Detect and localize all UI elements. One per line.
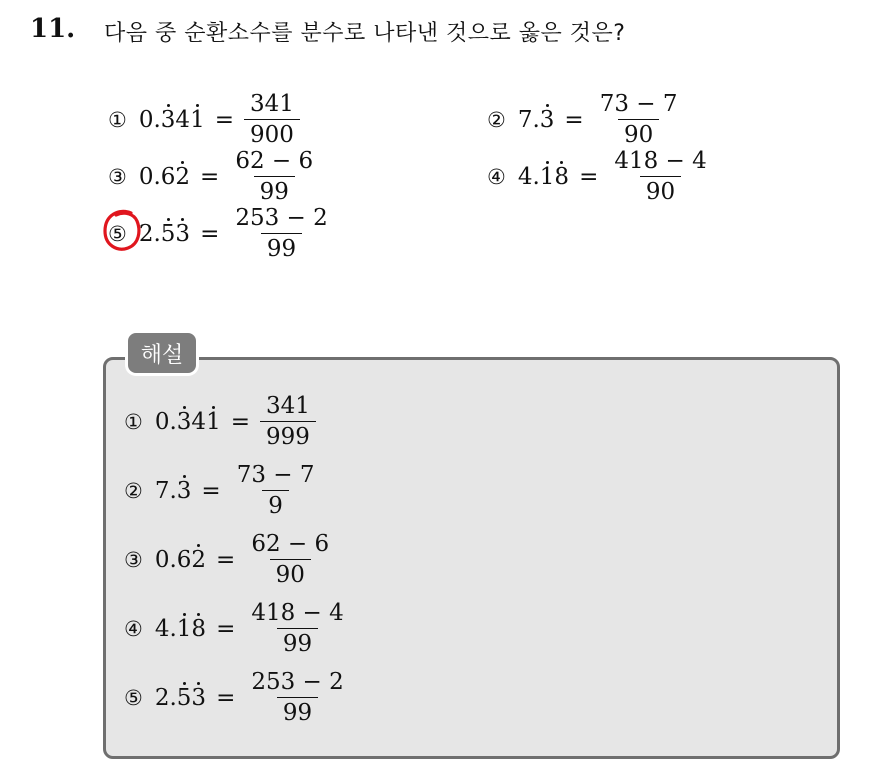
repeating-digit: 1 [539,163,555,190]
fraction [608,146,712,207]
repeating-digit: 2 [191,546,207,573]
repeating-digit: 4 [191,408,207,435]
repeating-decimal: 2.53 [154,684,207,711]
repeating-digit: 1 [206,408,221,435]
repeating-digit: 8 [191,615,207,642]
choice-mark: ⑤ [108,221,127,246]
numerator: 73 − 7 [599,91,678,117]
repeating-decimal: 7.3 [517,106,555,133]
solution-mark: ③ [124,547,143,572]
solution-mark: ② [124,478,143,503]
repeating-digit: 8 [554,163,570,190]
repeating-digit: 3 [539,106,555,133]
repeating-digit: 1 [190,106,205,133]
solution-row-2: ② 7.3 = $\frac{73 - 7}{9}$ [124,460,321,521]
repeating-decimal: 4.18 [154,615,207,642]
solution-row-4: ④ 4.18 = $\frac{418 - 4}{99}$ [124,598,350,659]
solution-mark: ① [124,409,143,434]
repeating-digit: 4 [175,106,191,133]
numerator: 418 − 4 [614,148,707,174]
choice-mark: ② [487,107,506,132]
repeating-digit: 1 [176,615,192,642]
denominator: 99 [277,697,318,728]
choice-mark: ③ [108,164,127,189]
fraction [244,89,300,150]
choice-3[interactable]: ③ 0.62 = $\frac{62 - 6}{99}$ [108,146,319,207]
repeating-decimal: 4.18 [517,163,570,190]
repeating-digit: 3 [160,106,176,133]
denominator: 90 [618,119,659,150]
numerator: 253 − 2 [251,669,344,695]
fraction [231,460,321,521]
solution-row-1: ① 0.341 = $\frac{341}{999}$ [124,391,316,452]
denominator: 99 [277,628,318,659]
repeating-digit: 5 [176,684,192,711]
denominator: 999 [260,421,316,452]
choice-5[interactable]: ⑤ 2.53 = $\frac{253 - 2}{99}$ [108,203,334,264]
denominator: 99 [254,176,295,207]
denominator: 99 [261,233,302,264]
fraction [594,89,684,150]
fraction [245,598,349,659]
choice-4[interactable]: ④ 4.18 = $\frac{418 - 4}{90}$ [487,146,713,207]
repeating-decimal: 0.341 [138,106,205,133]
answer-selection-circle [101,207,143,255]
solution-mark: ⑤ [124,685,143,710]
repeating-decimal: 2.53 [138,220,191,247]
numerator: 62 − 6 [251,531,330,557]
denominator: 900 [244,119,300,150]
solution-row-5: ⑤ 2.53 = $\frac{253 - 2}{99}$ [124,667,350,728]
repeating-digit: 3 [175,220,191,247]
question-text: 다음 중 순환소수를 분수로 나타낸 것으로 옳은 것은? [104,21,626,46]
fraction [260,391,316,452]
repeating-digit: 3 [176,408,192,435]
numerator: 341 [249,91,294,117]
numerator: 73 − 7 [236,462,315,488]
choice-1[interactable]: ① 0.341 = $\frac{341}{900}$ [108,89,300,150]
denominator: 90 [640,176,681,207]
fraction [229,203,333,264]
choice-mark: ④ [487,164,506,189]
solution-mark: ④ [124,616,143,641]
numerator: 418 − 4 [251,600,344,626]
fraction [229,146,319,207]
fraction [245,529,335,590]
repeating-digit: 3 [176,477,192,504]
repeating-decimal: 0.62 [138,163,191,190]
fraction [245,667,349,728]
solution-row-3: ③ 0.62 = $\frac{62 - 6}{90}$ [124,529,335,590]
numerator: 62 − 6 [235,148,314,174]
denominator: 9 [262,490,289,521]
repeating-digit: 3 [191,684,207,711]
choice-mark: ① [108,107,127,132]
repeating-decimal: 0.341 [154,408,221,435]
repeating-digit: 5 [160,220,176,247]
solution-tag: 해설 [128,333,196,373]
denominator: 90 [270,559,311,590]
choice-2[interactable]: ② 7.3 = $\frac{73 - 7}{90}$ [487,89,684,150]
repeating-decimal: 7.3 [154,477,192,504]
repeating-decimal: 0.62 [154,546,207,573]
numerator: 341 [265,393,310,419]
question-number: 11. [30,14,76,44]
repeating-digit: 2 [175,163,191,190]
numerator: 253 − 2 [235,205,328,231]
